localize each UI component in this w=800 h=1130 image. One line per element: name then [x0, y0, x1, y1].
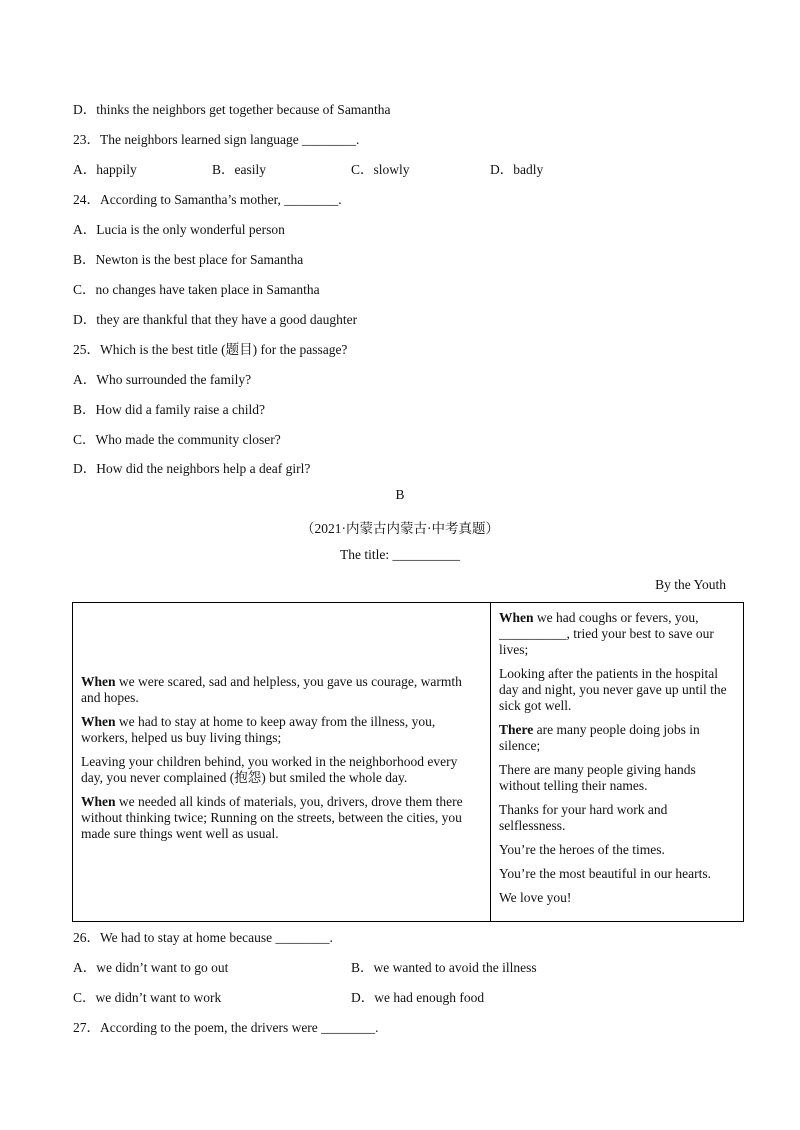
poem-text: we had to stay at home to keep away from the illness, you, workers, helped us buy living things;: [81, 714, 436, 745]
q24-option-a: A．Lucia is the only wonderful person: [73, 222, 285, 237]
q23-option-b: B．easily: [212, 162, 266, 177]
poem-text: are many people doing jobs in silence;: [499, 722, 700, 753]
poem-right-cell: [491, 603, 743, 921]
poem-text: we were scared, sad and helpless, you gave us courage, warmth and hopes.: [81, 674, 462, 705]
poem-right-para: [499, 802, 736, 834]
section-letter: B: [395, 487, 405, 502]
poem-right-para: [499, 762, 736, 794]
poem-text: we needed all kinds of materials, you, drivers, drove them there without thinking twice; Running on the streets, between the cities, you made sure things went well as usual.: [81, 794, 463, 841]
q26-option-b: B．we wanted to avoid the illness: [351, 960, 537, 975]
q23-option-d: D．badly: [490, 162, 544, 177]
poem-right-para: [499, 866, 736, 882]
q25-option-c: C．Who made the community closer?: [73, 432, 281, 447]
poem-text: Thanks for your hard work and selflessness.: [499, 802, 668, 833]
q23-option-a: A．happily: [73, 162, 137, 177]
q22-option-d: D．thinks the neighbors get together because of Samantha: [73, 102, 391, 117]
q26-option-d: D．we had enough food: [351, 990, 485, 1005]
poem-author: By the Youth: [655, 577, 726, 592]
poem-lead: When: [499, 610, 534, 625]
poem-right-para: [499, 666, 736, 714]
section-source: （2021·内蒙古内蒙古·中考真题）: [301, 521, 499, 536]
poem-left-para: [81, 674, 482, 706]
q27-stem: 27．According to the poem, the drivers were ________.: [73, 1020, 379, 1035]
q25-option-b: B．How did a family raise a child?: [73, 402, 265, 417]
poem-right-para: [499, 890, 736, 906]
poem-left-para: [81, 714, 482, 746]
poem-text: You’re the most beautiful in our hearts.: [499, 866, 711, 881]
poem-left-para: [81, 794, 482, 842]
q25-option-a: A．Who surrounded the family?: [73, 372, 252, 387]
poem-right-para: [499, 722, 736, 754]
q25-stem: 25．Which is the best title (题目) for the passage?: [73, 342, 348, 357]
poem-left-cell: [73, 603, 491, 921]
poem-right-para: [499, 610, 736, 658]
poem-lead: When: [81, 794, 116, 809]
q23-option-c: C．slowly: [351, 162, 410, 177]
q24-option-b: B．Newton is the best place for Samantha: [73, 252, 304, 267]
q26-stem: 26．We had to stay at home because ________.: [73, 930, 333, 945]
poem-text: Leaving your children behind, you worked in the neighborhood every day, you never complained (抱怨) but smiled the whole day.: [81, 754, 458, 785]
poem-right-para: [499, 842, 736, 858]
poem-text: we had coughs or fevers, you, __________, tried your best to save our lives;: [499, 610, 714, 657]
poem-lead: When: [81, 674, 116, 689]
poem-lead: There: [499, 722, 534, 737]
q26-option-c: C．we didn’t want to work: [73, 990, 222, 1005]
q24-option-d: D．they are thankful that they have a good daughter: [73, 312, 358, 327]
poem-text: There are many people giving hands without telling their names.: [499, 762, 696, 793]
q26-option-a: A．we didn’t want to go out: [73, 960, 229, 975]
q23-stem: 23．The neighbors learned sign language ________.: [73, 132, 360, 147]
poem-left-para: [81, 754, 482, 786]
q24-stem: 24．According to Samantha’s mother, ________.: [73, 192, 342, 207]
q25-option-d: D．How did the neighbors help a deaf girl?: [73, 461, 311, 476]
poem-table: [72, 602, 744, 922]
poem-text: You’re the heroes of the times.: [499, 842, 665, 857]
q24-option-c: C．no changes have taken place in Samantha: [73, 282, 320, 297]
poem-title: The title: __________: [340, 547, 460, 562]
poem-lead: When: [81, 714, 116, 729]
poem-text: Looking after the patients in the hospital day and night, you never gave up until the sick got well.: [499, 666, 727, 713]
poem-text: We love you!: [499, 890, 572, 905]
